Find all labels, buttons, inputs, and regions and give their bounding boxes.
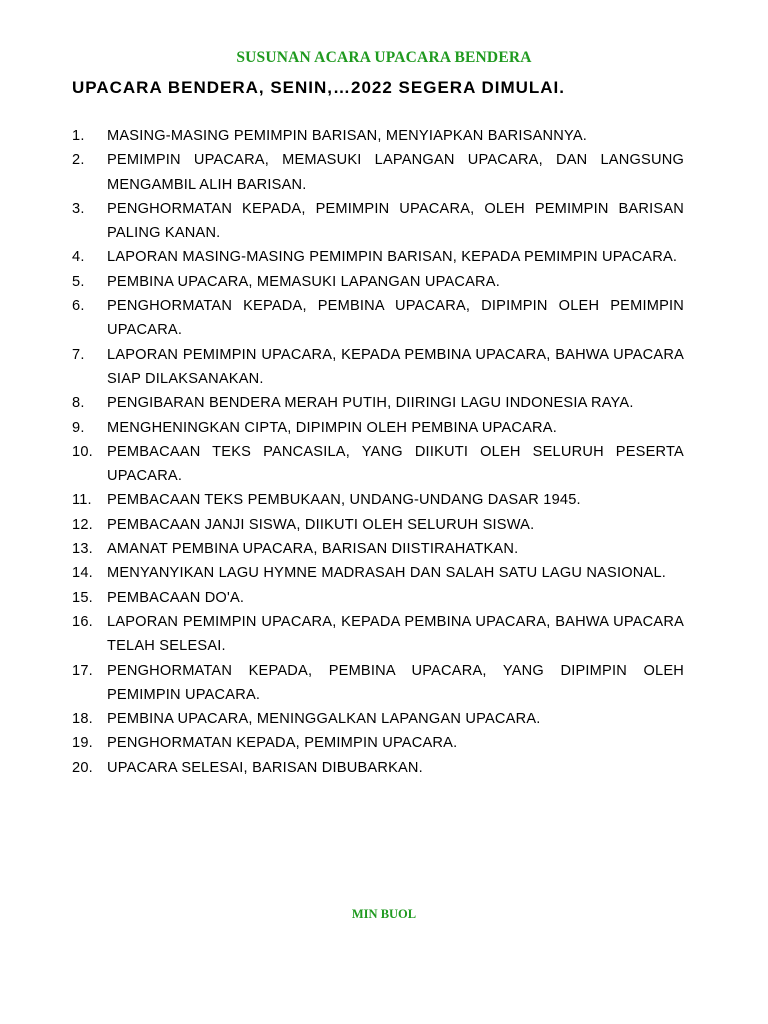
agenda-item-text: MENGHENINGKAN CIPTA, DIPIMPIN OLEH PEMBINA UPACARA. — [107, 419, 557, 436]
agenda-item-number: 13. — [72, 541, 93, 558]
agenda-item — [72, 586, 684, 610]
agenda-item — [72, 391, 684, 415]
document-title: SUSUNAN ACARA UPACARA BENDERA — [236, 49, 532, 66]
agenda-item-number: 17. — [72, 662, 93, 679]
agenda-item-text: PENGHORMATAN KEPADA, PEMIMPIN UPACARA, OLEH PEMIMPIN BARISAN PALING KANAN. — [107, 200, 684, 242]
agenda-item-text: PEMBACAAN TEKS PANCASILA, YANG DIIKUTI OLEH SELURUH PESERTA UPACARA. — [107, 443, 684, 485]
agenda-item-text: AMANAT PEMBINA UPACARA, BARISAN DIISTIRAHATKAN. — [107, 541, 519, 558]
agenda-item — [72, 294, 684, 343]
agenda-item — [72, 513, 684, 537]
agenda-item-text: PENGIBARAN BENDERA MERAH PUTIH, DIIRINGI LAGU INDONESIA RAYA. — [107, 395, 634, 412]
agenda-item-number: 10. — [72, 443, 93, 460]
agenda-item-text: PENGHORMATAN KEPADA, PEMIMPIN UPACARA. — [107, 735, 458, 752]
agenda-item-number: 1. — [72, 128, 85, 144]
agenda-item-number: 4. — [72, 249, 85, 266]
agenda-item-text: PENGHORMATAN KEPADA, PEMBINA UPACARA, YANG DIPIMPIN OLEH PEMIMPIN UPACARA. — [107, 662, 684, 703]
agenda-item-number: 6. — [72, 298, 85, 315]
agenda-item — [72, 488, 684, 512]
agenda-item — [72, 537, 684, 561]
agenda-item-number: 14. — [72, 565, 93, 582]
agenda-item-number: 15. — [72, 589, 93, 606]
agenda-item — [72, 659, 684, 708]
agenda-item — [72, 731, 684, 755]
agenda-item-number: 2. — [72, 152, 85, 169]
agenda-item-text: MENYANYIKAN LAGU HYMNE MADRASAH DAN SALAH SATU LAGU NASIONAL. — [107, 565, 667, 582]
agenda-item-number: 19. — [72, 735, 93, 752]
agenda-item-number: 8. — [72, 395, 85, 412]
agenda-item-text: LAPORAN MASING-MASING PEMIMPIN BARISAN, KEPADA PEMIMPIN UPACARA. — [107, 249, 678, 266]
agenda-item-text: PEMBACAAN JANJI SISWA, DIIKUTI OLEH SELURUH SISWA. — [107, 516, 535, 533]
agenda-item-text: PEMBACAAN DO'A. — [107, 589, 245, 606]
agenda-item — [72, 148, 684, 197]
agenda-item-number: 20. — [72, 759, 93, 776]
agenda-item-number: 7. — [72, 346, 85, 363]
agenda-item-text: PEMBINA UPACARA, MENINGGALKAN LAPANGAN UPACARA. — [107, 711, 541, 728]
agenda-item-number: 16. — [72, 613, 93, 630]
agenda-item-text: PENGHORMATAN KEPADA, PEMBINA UPACARA, DIPIMPIN OLEH PEMIMPIN UPACARA. — [107, 298, 684, 339]
agenda-item-number: 9. — [72, 419, 85, 436]
agenda-item — [72, 561, 684, 585]
agenda-item — [72, 756, 684, 780]
agenda-item-text: PEMBACAAN TEKS PEMBUKAAN, UNDANG-UNDANG DASAR 1945. — [107, 492, 581, 509]
agenda-item-number: 11. — [72, 492, 92, 509]
agenda-item-number: 5. — [72, 273, 85, 290]
agenda-item-text: PEMIMPIN UPACARA, MEMASUKI LAPANGAN UPACARA, DAN LANGSUNG MENGAMBIL ALIH BARISAN. — [107, 152, 684, 193]
agenda-item-text: LAPORAN PEMIMPIN UPACARA, KEPADA PEMBINA UPACARA, BAHWA UPACARA TELAH SELESAI. — [107, 613, 684, 655]
agenda-item-text: UPACARA SELESAI, BARISAN DIBUBARKAN. — [107, 759, 423, 776]
agenda-item — [72, 270, 684, 294]
agenda-item — [72, 343, 684, 392]
agenda-item — [72, 440, 684, 489]
agenda-item-number: 3. — [72, 200, 85, 217]
agenda-item-text: PEMBINA UPACARA, MEMASUKI LAPANGAN UPACARA. — [107, 273, 500, 290]
school-name-footer: MIN BUOL — [351, 907, 417, 921]
agenda-item — [72, 197, 684, 246]
agenda-item — [72, 707, 684, 731]
agenda-item — [72, 610, 684, 659]
ceremony-announcement: UPACARA BENDERA, SENIN,…2022 SEGERA DIMULAI. — [72, 78, 565, 97]
agenda-item — [72, 245, 684, 269]
agenda-list — [72, 124, 684, 780]
agenda-item-text: MASING-MASING PEMIMPIN BARISAN, MENYIAPKAN BARISANNYA. — [107, 128, 588, 144]
agenda-item-text: LAPORAN PEMIMPIN UPACARA, KEPADA PEMBINA UPACARA, BAHWA UPACARA SIAP DILAKSANAKAN. — [107, 346, 684, 387]
agenda-item — [72, 416, 684, 440]
agenda-item — [72, 124, 684, 148]
agenda-item-number: 12. — [72, 516, 93, 533]
agenda-item-number: 18. — [72, 711, 93, 728]
